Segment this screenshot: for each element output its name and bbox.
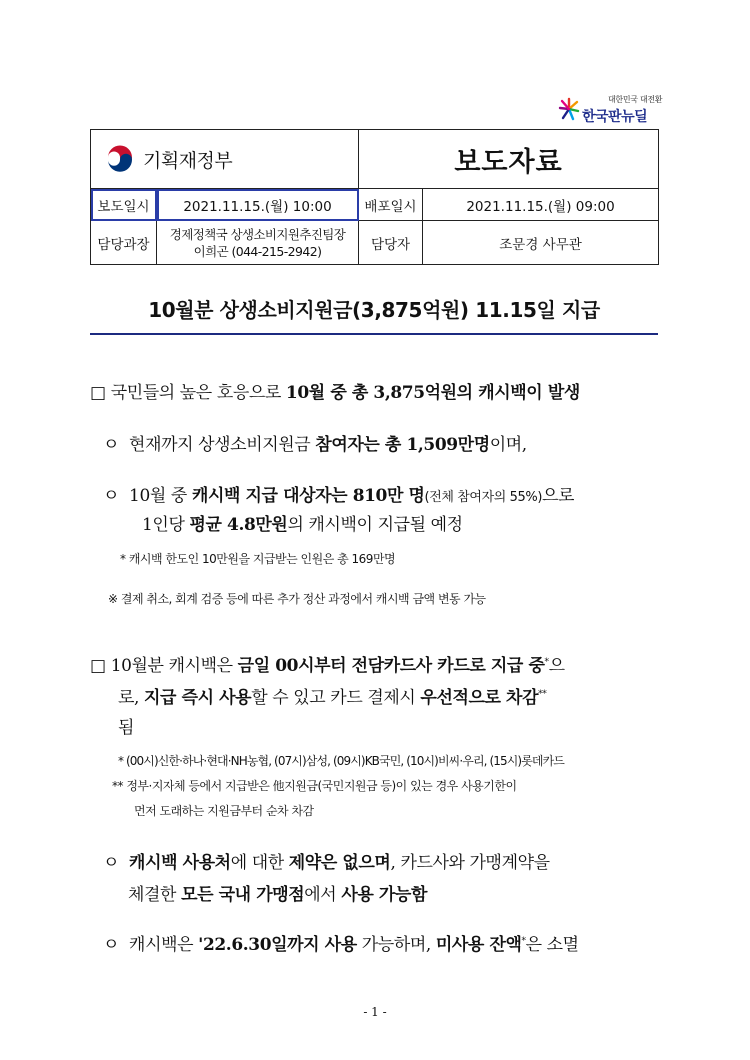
- note-1: * 캐시백 한도인 10만원을 지급받는 인원은 총 169만명: [120, 552, 396, 566]
- text: 에서: [304, 885, 342, 905]
- square-bullet: □: [90, 383, 106, 403]
- emphasis: 우선적으로 차감: [420, 688, 539, 708]
- note-3: * (00시)신한·하나·현대·NH농협, (07시)삼성, (09시)KB국민, (10시)비씨·우리, (15시)롯데카드: [118, 754, 564, 768]
- section-1a-line: [103, 430, 527, 455]
- circle-bullet: ㅇ: [103, 853, 120, 873]
- emphasis: 지급 즉시 사용: [144, 688, 252, 708]
- text: 으: [548, 656, 565, 676]
- emphasis: 캐시백 지급 대상자는 810만 명: [191, 486, 425, 506]
- text: 10월 중: [129, 486, 192, 506]
- text: 현재까지 상생소비지원금: [129, 435, 316, 455]
- distribution-label: 배포일시: [359, 189, 423, 221]
- circle-bullet: ㅇ: [103, 935, 120, 955]
- section-3-line: [103, 848, 550, 873]
- section-2-line-3: 됨: [118, 718, 135, 738]
- text: 이며,: [489, 435, 527, 455]
- section-1b-line: [103, 481, 574, 506]
- emphasis: '22.6.30일까지 사용: [198, 935, 357, 955]
- circle-bullet: ㅇ: [103, 435, 120, 455]
- small-note: (전체 참여자의 55%): [424, 490, 542, 505]
- note-2: ※ 결제 취소, 회계 검증 등에 따른 추가 정산 과정에서 캐시백 금액 변동 가능: [108, 592, 486, 606]
- press-header-table: [90, 129, 659, 265]
- contact-label: 담당자: [359, 221, 423, 265]
- text: , 카드사와 가맹계약을: [390, 853, 550, 873]
- ministry-name: 기획재정부: [143, 149, 233, 172]
- square-bullet: □: [90, 656, 106, 676]
- text: 10월분 캐시백은: [110, 656, 238, 676]
- text: 체결한: [128, 885, 182, 905]
- note-4a: ** 정부·지자체 등에서 지급받은 他지원금(국민지원금 등)이 있는 경우 사용기한이: [112, 779, 517, 793]
- emphasis: 미사용 잔액: [435, 935, 522, 955]
- dept-line-2: 이희곤 (044-215-2942): [193, 243, 322, 259]
- release-value: 2021.11.15.(월) 10:00: [157, 189, 359, 221]
- emphasis: 평균 4.8만원: [189, 515, 288, 535]
- taegeuk-emblem-icon: [105, 144, 135, 174]
- press-title-cell: [359, 130, 659, 189]
- section-4-line: [103, 930, 579, 955]
- section-2-line: [90, 651, 565, 676]
- text: 에 대한: [230, 853, 289, 873]
- contact-value: 조문경 사무관: [423, 221, 659, 265]
- circle-bullet: ㅇ: [103, 486, 120, 506]
- new-deal-logo: [558, 92, 668, 132]
- footnote-mark: *: [544, 657, 549, 668]
- release-label: 보도일시: [91, 189, 157, 221]
- emphasis: 캐시백 사용처: [129, 853, 231, 873]
- footnote-mark: *: [521, 936, 526, 947]
- brand-title: 한국판뉴딜: [582, 109, 648, 125]
- section-1b-line-2: [142, 510, 463, 535]
- text: 국민들의 높은 호응으로: [110, 383, 286, 403]
- emphasis: 제약은 없으며: [288, 853, 391, 873]
- dept-value: [157, 221, 359, 265]
- emphasis: 10월 중 총 3,875억원의 캐시백이 발생: [285, 383, 580, 403]
- footnote-mark: **: [538, 689, 547, 700]
- text: 로,: [118, 688, 145, 708]
- emphasis: 모든 국내 가맹점: [181, 885, 305, 905]
- text: 은 소멸: [525, 935, 579, 955]
- emphasis: 참여자는 총 1,509만명: [315, 435, 490, 455]
- emphasis: 사용 가능함: [341, 885, 427, 905]
- section-2-line-2: [118, 683, 546, 708]
- text: 의 캐시백이 지급될 예정: [287, 515, 463, 535]
- distribution-value: 2021.11.15.(월) 09:00: [423, 189, 659, 221]
- note-4b: 먼저 도래하는 지원금부터 순차 차감: [134, 804, 314, 818]
- ministry-cell: [91, 130, 359, 189]
- section-1-line: [90, 378, 580, 403]
- dept-label: 담당과장: [91, 221, 157, 265]
- page-number: - 1 -: [363, 1005, 387, 1019]
- section-3-line-2: [128, 880, 427, 905]
- brand-subtitle: 대한민국 대전환: [608, 95, 663, 104]
- text: 1인당: [142, 515, 190, 535]
- text: 할 수 있고 카드 결제시: [251, 688, 421, 708]
- headline: 10월분 상생소비지원금(3,875억원) 11.15일 지급: [90, 293, 658, 335]
- press-release-title: 보도자료: [454, 146, 563, 178]
- text: 캐시백은: [129, 935, 199, 955]
- new-deal-burst-icon: [558, 96, 580, 122]
- text: 으로: [542, 486, 575, 506]
- text: 가능하며,: [356, 935, 436, 955]
- emphasis: 금일 00시부터 전담카드사 카드로 지급 중: [237, 656, 545, 676]
- dept-line-1: 경제정책국 상생소비지원추진팀장: [169, 226, 346, 242]
